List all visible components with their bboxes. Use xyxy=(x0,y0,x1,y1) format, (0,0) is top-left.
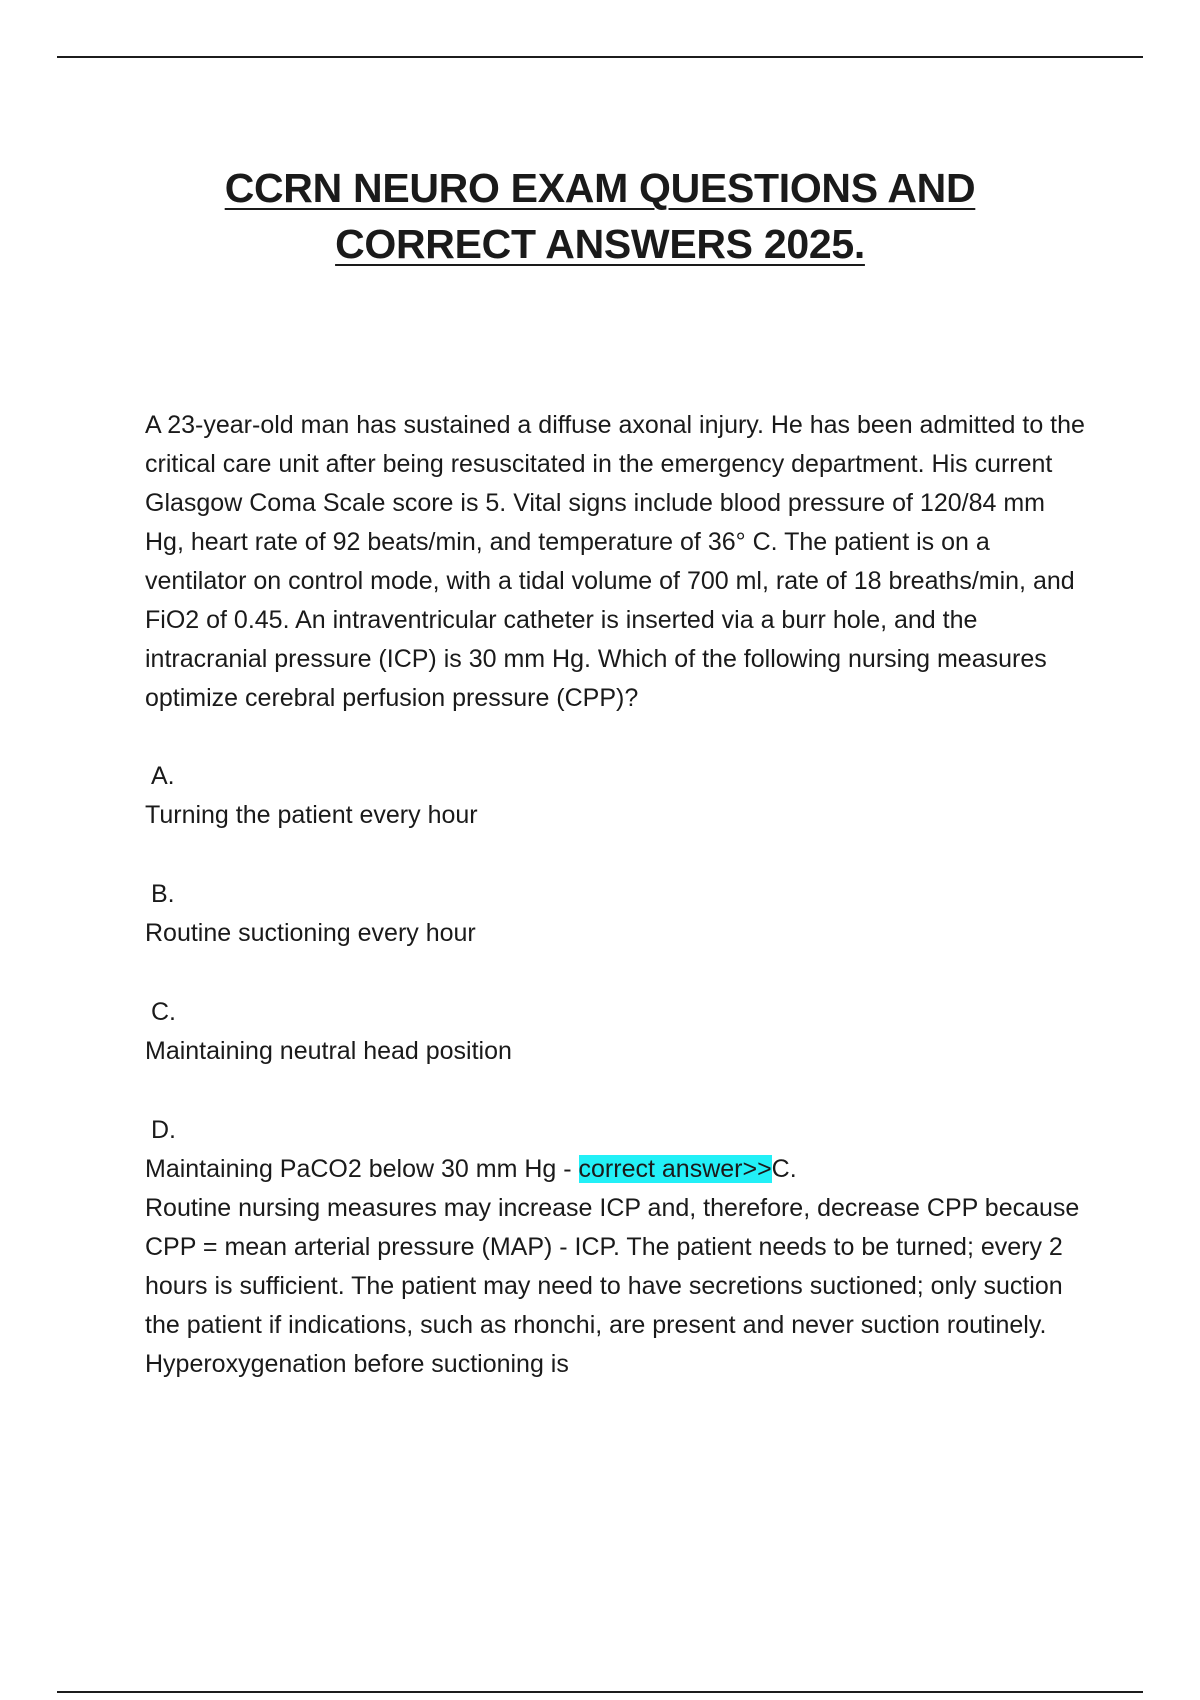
option-text: Routine suctioning every hour xyxy=(145,919,476,947)
option-d xyxy=(145,1111,1090,1189)
option-b xyxy=(145,875,1090,953)
bottom-rule xyxy=(57,1691,1143,1693)
option-text xyxy=(145,1150,1090,1189)
page-title xyxy=(0,160,1200,272)
question-text: A 23-year-old man has sustained a diffuse axonal injury. He has been admitted to the critical care unit after being resuscitated in the emergency department. His current Glasgow Coma Scale score is 5. Vital signs include blood pressure of 120/84 mm Hg, heart rate of 92 beats/min, and temperature of 36° C. The patient is on a ventilator on control mode, with a tidal volume of 700 ml, rate of 18 breaths/min, and FiO2 of 0.45. An intraventricular catheter is inserted via a burr hole, and the intracranial pressure (ICP) is 30 mm Hg. Which of the following nursing measures optimize cerebral perfusion pressure (CPP)? xyxy=(145,411,1085,712)
option-a xyxy=(145,757,1090,835)
option-letter: D. xyxy=(151,1116,176,1144)
correct-answer-value: C. xyxy=(771,1155,797,1183)
option-d-text: Maintaining PaCO2 below 30 mm Hg - xyxy=(145,1155,579,1183)
option-letter: C. xyxy=(151,998,176,1026)
title-line-2: CORRECT ANSWERS 2025. xyxy=(335,221,865,267)
correct-answer-marker: correct answer>> xyxy=(578,1155,772,1183)
document-body xyxy=(145,406,1090,1384)
option-text: Maintaining neutral head position xyxy=(145,1037,512,1065)
answer-rationale: Routine nursing measures may increase ICP and, therefore, decrease CPP because CPP = mean arterial pressure (MAP) - ICP. The patient needs to be turned; every 2 hours is sufficient. The patient may need to have secretions suctioned; only suction the patient if indications, such as rhonchi, are present and never suction routinely. Hyperoxygenation before suctioning is xyxy=(145,1194,1080,1378)
title-line-1: CCRN NEURO EXAM QUESTIONS AND xyxy=(224,165,976,211)
option-letter: B. xyxy=(151,880,175,908)
top-rule xyxy=(57,56,1143,58)
option-letter: A. xyxy=(151,762,175,790)
option-text: Turning the patient every hour xyxy=(145,801,478,829)
option-c xyxy=(145,993,1090,1071)
